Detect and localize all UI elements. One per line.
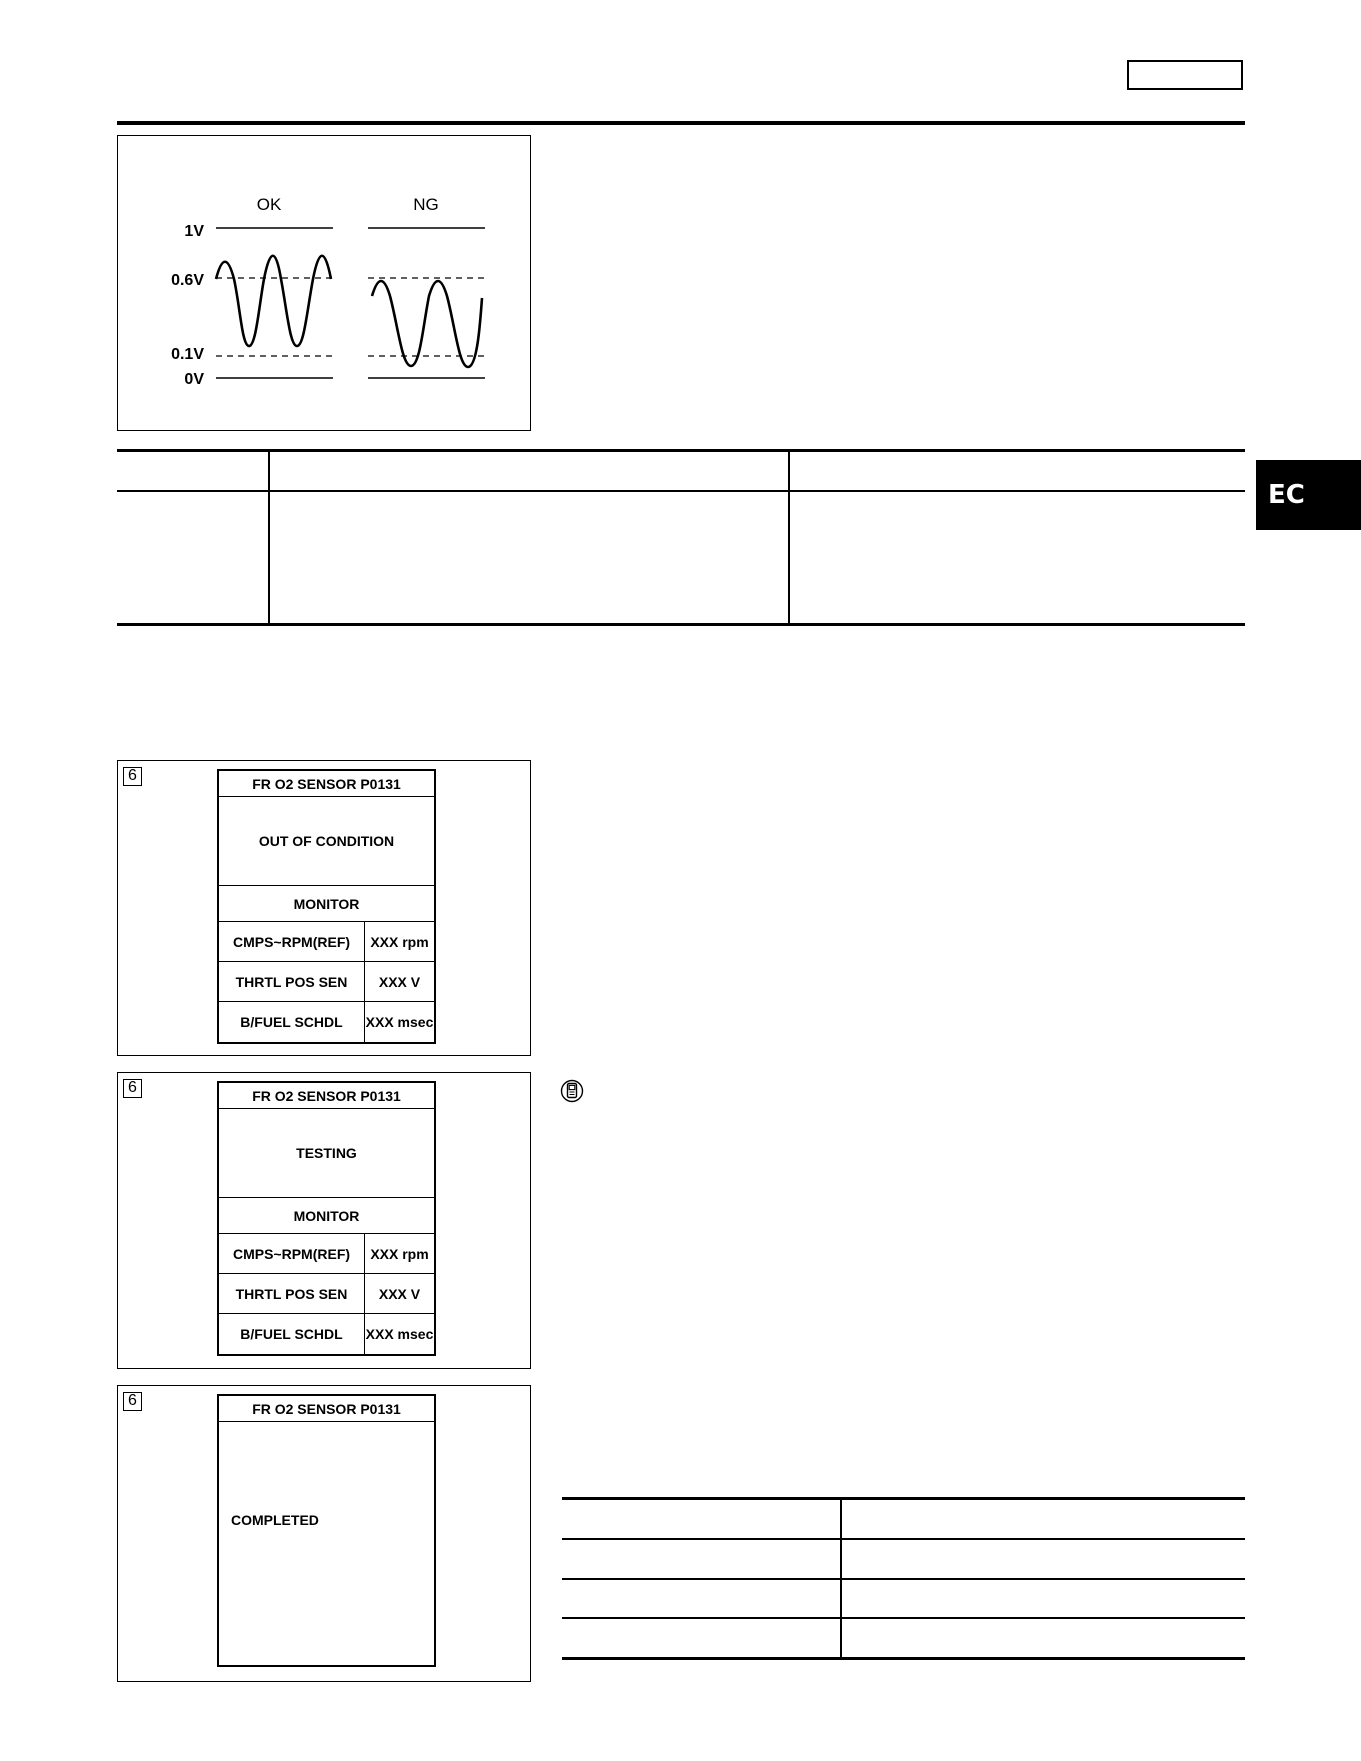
monitor-row	[219, 1314, 434, 1354]
screen-status: COMPLETED	[231, 1512, 319, 1528]
figure-number: 6	[123, 1392, 142, 1411]
consult-screen	[217, 769, 436, 1044]
monitor-row	[219, 922, 434, 962]
ng-waveform	[372, 281, 482, 367]
consult-screen	[217, 1394, 436, 1667]
screen-title: FR O2 SENSOR P0131	[219, 1083, 434, 1109]
level-0-6v: 0.6V	[171, 272, 204, 289]
ok-label: OK	[256, 195, 282, 214]
table1-top-rule	[117, 449, 1245, 452]
level-0-1v: 0.1V	[171, 346, 204, 363]
monitor-item-label: THRTL POS SEN	[219, 1274, 365, 1313]
header-rule	[117, 121, 1245, 125]
table2-row-rule	[562, 1617, 1245, 1619]
section-tab-label: EC	[1268, 480, 1305, 510]
monitor-row	[219, 1234, 434, 1274]
waveform-figure	[117, 135, 531, 431]
diagnostic-tool-icon-svg	[560, 1079, 584, 1103]
monitor-item-label: CMPS~RPM(REF)	[219, 922, 365, 961]
table2-top-rule	[562, 1497, 1245, 1500]
table1-header-rule	[117, 490, 1245, 492]
screen-figure-3	[117, 1385, 531, 1682]
level-1v: 1V	[184, 223, 204, 240]
diagnostic-tool-icon	[560, 1079, 584, 1103]
table2-row-rule	[562, 1538, 1245, 1540]
monitor-item-value: XXX V	[378, 973, 421, 990]
screen-status: TESTING	[219, 1109, 434, 1198]
table2-col-divider	[840, 1499, 842, 1658]
waveform-diagram	[118, 136, 532, 432]
figure-number: 6	[123, 1079, 142, 1098]
monitor-item-value: XXX V	[378, 1285, 421, 1302]
monitor-item-value: XXX msec	[365, 1326, 434, 1342]
screen-figure-1	[117, 760, 531, 1056]
monitor-item-label: B/FUEL SCHDL	[219, 1002, 365, 1042]
screen-title: FR O2 SENSOR P0131	[219, 1396, 434, 1422]
screen-status: OUT OF CONDITION	[219, 797, 434, 886]
monitor-item-label: THRTL POS SEN	[219, 962, 365, 1001]
screen-title: FR O2 SENSOR P0131	[219, 771, 434, 797]
ok-waveform	[216, 256, 331, 346]
table1-col-divider-1	[268, 451, 270, 624]
monitor-item-value: XXX rpm	[370, 933, 429, 950]
figure-number: 6	[123, 767, 142, 786]
consult-screen	[217, 1081, 436, 1356]
ng-label: NG	[413, 195, 439, 214]
monitor-item-value: XXX msec	[365, 1014, 434, 1030]
monitor-header: MONITOR	[219, 886, 434, 922]
table2-row-rule	[562, 1578, 1245, 1580]
header-box	[1127, 60, 1243, 90]
table1-bottom-rule	[117, 623, 1245, 626]
monitor-row	[219, 1274, 434, 1314]
table2-bottom-rule	[562, 1657, 1245, 1660]
level-0v: 0V	[184, 371, 204, 388]
monitor-item-label: B/FUEL SCHDL	[219, 1314, 365, 1354]
monitor-row	[219, 1002, 434, 1042]
table1-col-divider-2	[788, 451, 790, 624]
monitor-header: MONITOR	[219, 1198, 434, 1234]
monitor-row	[219, 962, 434, 1002]
screen-figure-2	[117, 1072, 531, 1369]
section-tab	[1256, 460, 1361, 530]
monitor-item-label: CMPS~RPM(REF)	[219, 1234, 365, 1273]
monitor-item-value: XXX rpm	[370, 1245, 429, 1262]
